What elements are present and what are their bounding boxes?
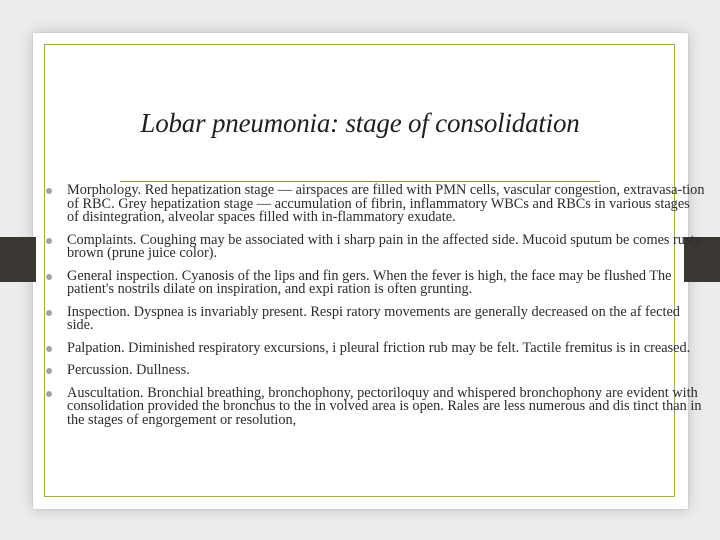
- bullet-inspection: [43, 303, 705, 333]
- bullet-text: Complaints. Coughing may be associated with i sharp pain in the affected side. Mucoid sputum be comes rusty brown (prune juice color).: [67, 231, 702, 261]
- bullet-text: Inspection. Dyspnea is invariably present. Respi ratory movements are generally decreased on the af fected side.: [67, 303, 680, 333]
- bullet-general-inspection: [43, 267, 705, 297]
- bullet-morphology: [43, 184, 705, 225]
- bullet-text: Morphology. Red hepatization stage — airspaces are filled with PMN cells, vascular congestion, extravasa-tion of RBC. Grey hepatization stage — accumulation of fibrin, inflammatory WBCs and RBCs in various stages of disintegration, alveolar spaces filled with in-flammatory exudate.: [67, 182, 705, 225]
- bullet-dot-icon: [46, 310, 52, 316]
- bullet-dot-icon: [46, 274, 52, 280]
- bullet-dot-icon: [46, 368, 52, 374]
- bullet-dot-icon: [46, 188, 52, 194]
- bullet-complaints: [43, 231, 705, 261]
- bullet-text: Palpation. Diminished respiratory excursions, i pleural friction rub may be felt. Tactile fremitus is in creased.: [67, 339, 691, 356]
- bullet-palpation: [43, 339, 705, 356]
- bullet-list: [43, 184, 705, 436]
- left-decorative-tab: [0, 237, 36, 282]
- bullet-text: Auscultation. Bronchial breathing, bronchophony, pectoriloquy and whispered bronchophony are evident with consolidation provided the bronchus to the in volved area is open. Rales are less numerous and dis tinct than in the stages of engorgement or resolution,: [67, 384, 702, 428]
- bullet-auscultation: [43, 384, 705, 428]
- bullet-dot-icon: [46, 238, 52, 244]
- bullet-text: General inspection. Cyanosis of the lips and fin gers. When the fever is high, the face may be flushed The patient's nostrils dilate on inspiration, and expi ration is often grunting.: [67, 267, 672, 297]
- bullet-percussion: [43, 364, 705, 378]
- bullet-dot-icon: [46, 391, 52, 397]
- slide-title: Lobar pneumonia: stage of consolidation: [140, 108, 580, 138]
- bullet-text: Percussion. Dullness.: [67, 362, 190, 378]
- bullet-dot-icon: [46, 346, 52, 352]
